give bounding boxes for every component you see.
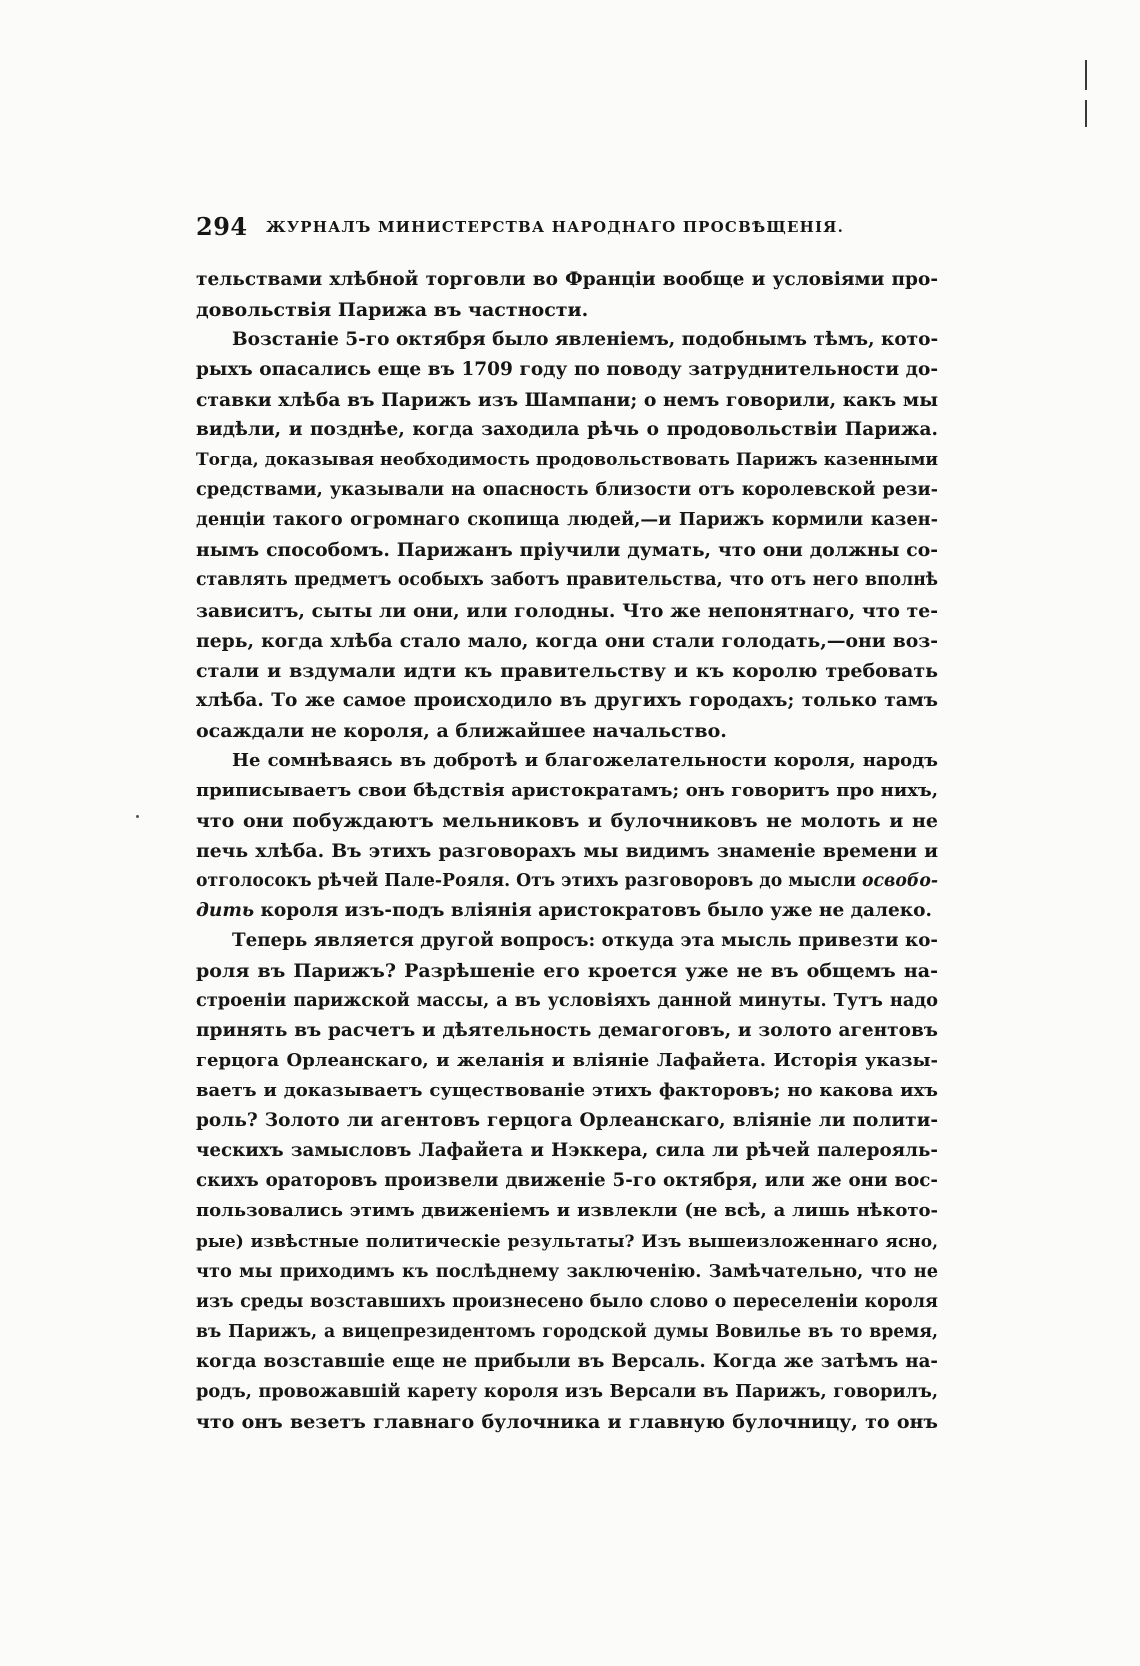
text-line: ваетъ и доказываетъ существованіе этихъ факторовъ; но какова ихъ — [196, 1080, 938, 1102]
text-line: принять въ расчетъ и дѣятельность демагоговъ, и золото агентовъ — [196, 1020, 938, 1042]
running-title: ЖУРНАЛЪ МИНИСТЕРСТВА НАРОДНАГО ПРОСВѢЩЕНІЯ. — [266, 218, 845, 236]
text-line: рыхъ опасались еще въ 1709 году по поводу затруднительности до- — [196, 359, 938, 381]
text-line: что они побуждаютъ мельниковъ и булочниковъ не молоть и не — [196, 809, 938, 832]
text-line: ставки хлѣба въ Парижъ изъ Шампани; о немъ говорили, какъ мы — [196, 389, 938, 412]
text-line: хлѣба. То же самое происходило въ другихъ городахъ; только тамъ — [196, 689, 938, 711]
text-line: что мы приходимъ къ послѣднему заключенію. Замѣчательно, что не — [196, 1260, 938, 1282]
text-line — [196, 896, 938, 926]
page-number: 294 — [196, 212, 248, 241]
text-line: довольствія Парижа въ частности. — [196, 299, 589, 322]
text-line: средствами, указывали на опасность близости отъ королевской рези- — [196, 479, 938, 501]
scan-edge-mark — [1085, 60, 1087, 90]
text-line: перь, когда хлѣба стало мало, когда они стали голодать,—они воз- — [196, 629, 938, 652]
text-line: роль? Золото ли агентовъ герцога Орлеанскаго, вліяніе ли полити- — [196, 1110, 938, 1132]
text-line: Не сомнѣваясь въ добротѣ и благожелательности короля, народъ — [232, 749, 938, 771]
text-line: Возстаніе 5-го октября было явленіемъ, подобнымъ тѣмъ, кото- — [232, 329, 939, 351]
text-line: Теперь является другой вопросъ: откуда эта мысль привезти ко- — [232, 930, 938, 952]
page-header — [196, 212, 941, 246]
text-line: печь хлѣба. Въ этихъ разговорахъ мы видимъ знаменіе времени и — [196, 839, 938, 862]
text-line: что онъ везетъ главнаго булочника и главную булочницу, то онъ — [196, 1410, 938, 1433]
text-line: когда возставшіе еще не прибыли въ Версаль. Когда же затѣмъ на- — [196, 1350, 938, 1372]
italic-word: освобо- — [862, 870, 938, 891]
text-line: стали и вздумали идти къ правительству и къ королю требовать — [196, 659, 938, 682]
text-line: родъ, провожавшій карету короля изъ Версали въ Парижъ, говорилъ, — [196, 1380, 938, 1402]
text-line: герцога Орлеанскаго, и желанія и вліяніе Лафайета. Исторія указы- — [196, 1050, 938, 1072]
text-line: пользовались этимъ движеніемъ и извлекли (не всѣ, а лишь нѣкото- — [196, 1200, 938, 1222]
body-text — [196, 265, 938, 1437]
text-line: Тогда, доказывая необходимость продовольствовать Парижъ казенными — [196, 450, 938, 471]
italic-word: дить — [196, 899, 255, 921]
text-line: въ Парижъ, а вицепрезидентомъ городской думы Вовилье въ то время, — [196, 1321, 938, 1342]
text-line: нымъ способомъ. Парижанъ пріучили думать, что они должны со- — [196, 539, 938, 562]
text-line — [196, 866, 938, 896]
text-line: строеніи парижской массы, а въ условіяхъ данной минуты. Тутъ надо — [196, 990, 938, 1012]
text-line: тельствами хлѣбной торговли во Франціи вообще и условіями про- — [196, 269, 938, 290]
text-line: ставлять предметъ особыхъ заботъ правительства, что отъ него вполнѣ — [196, 570, 938, 591]
text-segment: короля изъ-подъ вліянія аристократовъ было уже не далеко. — [260, 899, 932, 921]
text-line: изъ среды возставшихъ произнесено было слово о переселеніи короля — [196, 1291, 938, 1312]
text-line: ческихъ замысловъ Лафайета и Нэккера, сила ли рѣчей палерояль- — [196, 1140, 938, 1162]
text-line: денціи такого огромнаго скопища людей,—и Парижъ кормили казен- — [196, 509, 938, 531]
text-line: скихъ ораторовъ произвели движеніе 5-го октября, или же они вос- — [196, 1170, 938, 1192]
text-line: приписываетъ свои бѣдствія аристократамъ; онъ говоритъ про нихъ, — [196, 779, 938, 801]
text-line: осаждали не короля, а ближайшее начальство. — [196, 719, 727, 742]
text-line: рые) извѣстные политическіе результаты? Изъ вышеизложеннаго ясно, — [196, 1231, 938, 1252]
scan-speck — [136, 815, 139, 818]
scan-edge-mark — [1085, 100, 1087, 127]
text-line: роля въ Парижъ? Разрѣшеніе его кроется уже не въ общемъ на- — [196, 960, 938, 983]
text-segment: отголосокъ рѣчей Пале-Рояля. Отъ этихъ разговоровъ до мысли — [196, 870, 857, 891]
text-line: видѣли, и позднѣе, когда заходила рѣчь о продовольствіи Парижа. — [196, 419, 938, 441]
text-line: зависитъ, сыты ли они, или голодны. Что же непонятнаго, что те- — [196, 599, 938, 622]
